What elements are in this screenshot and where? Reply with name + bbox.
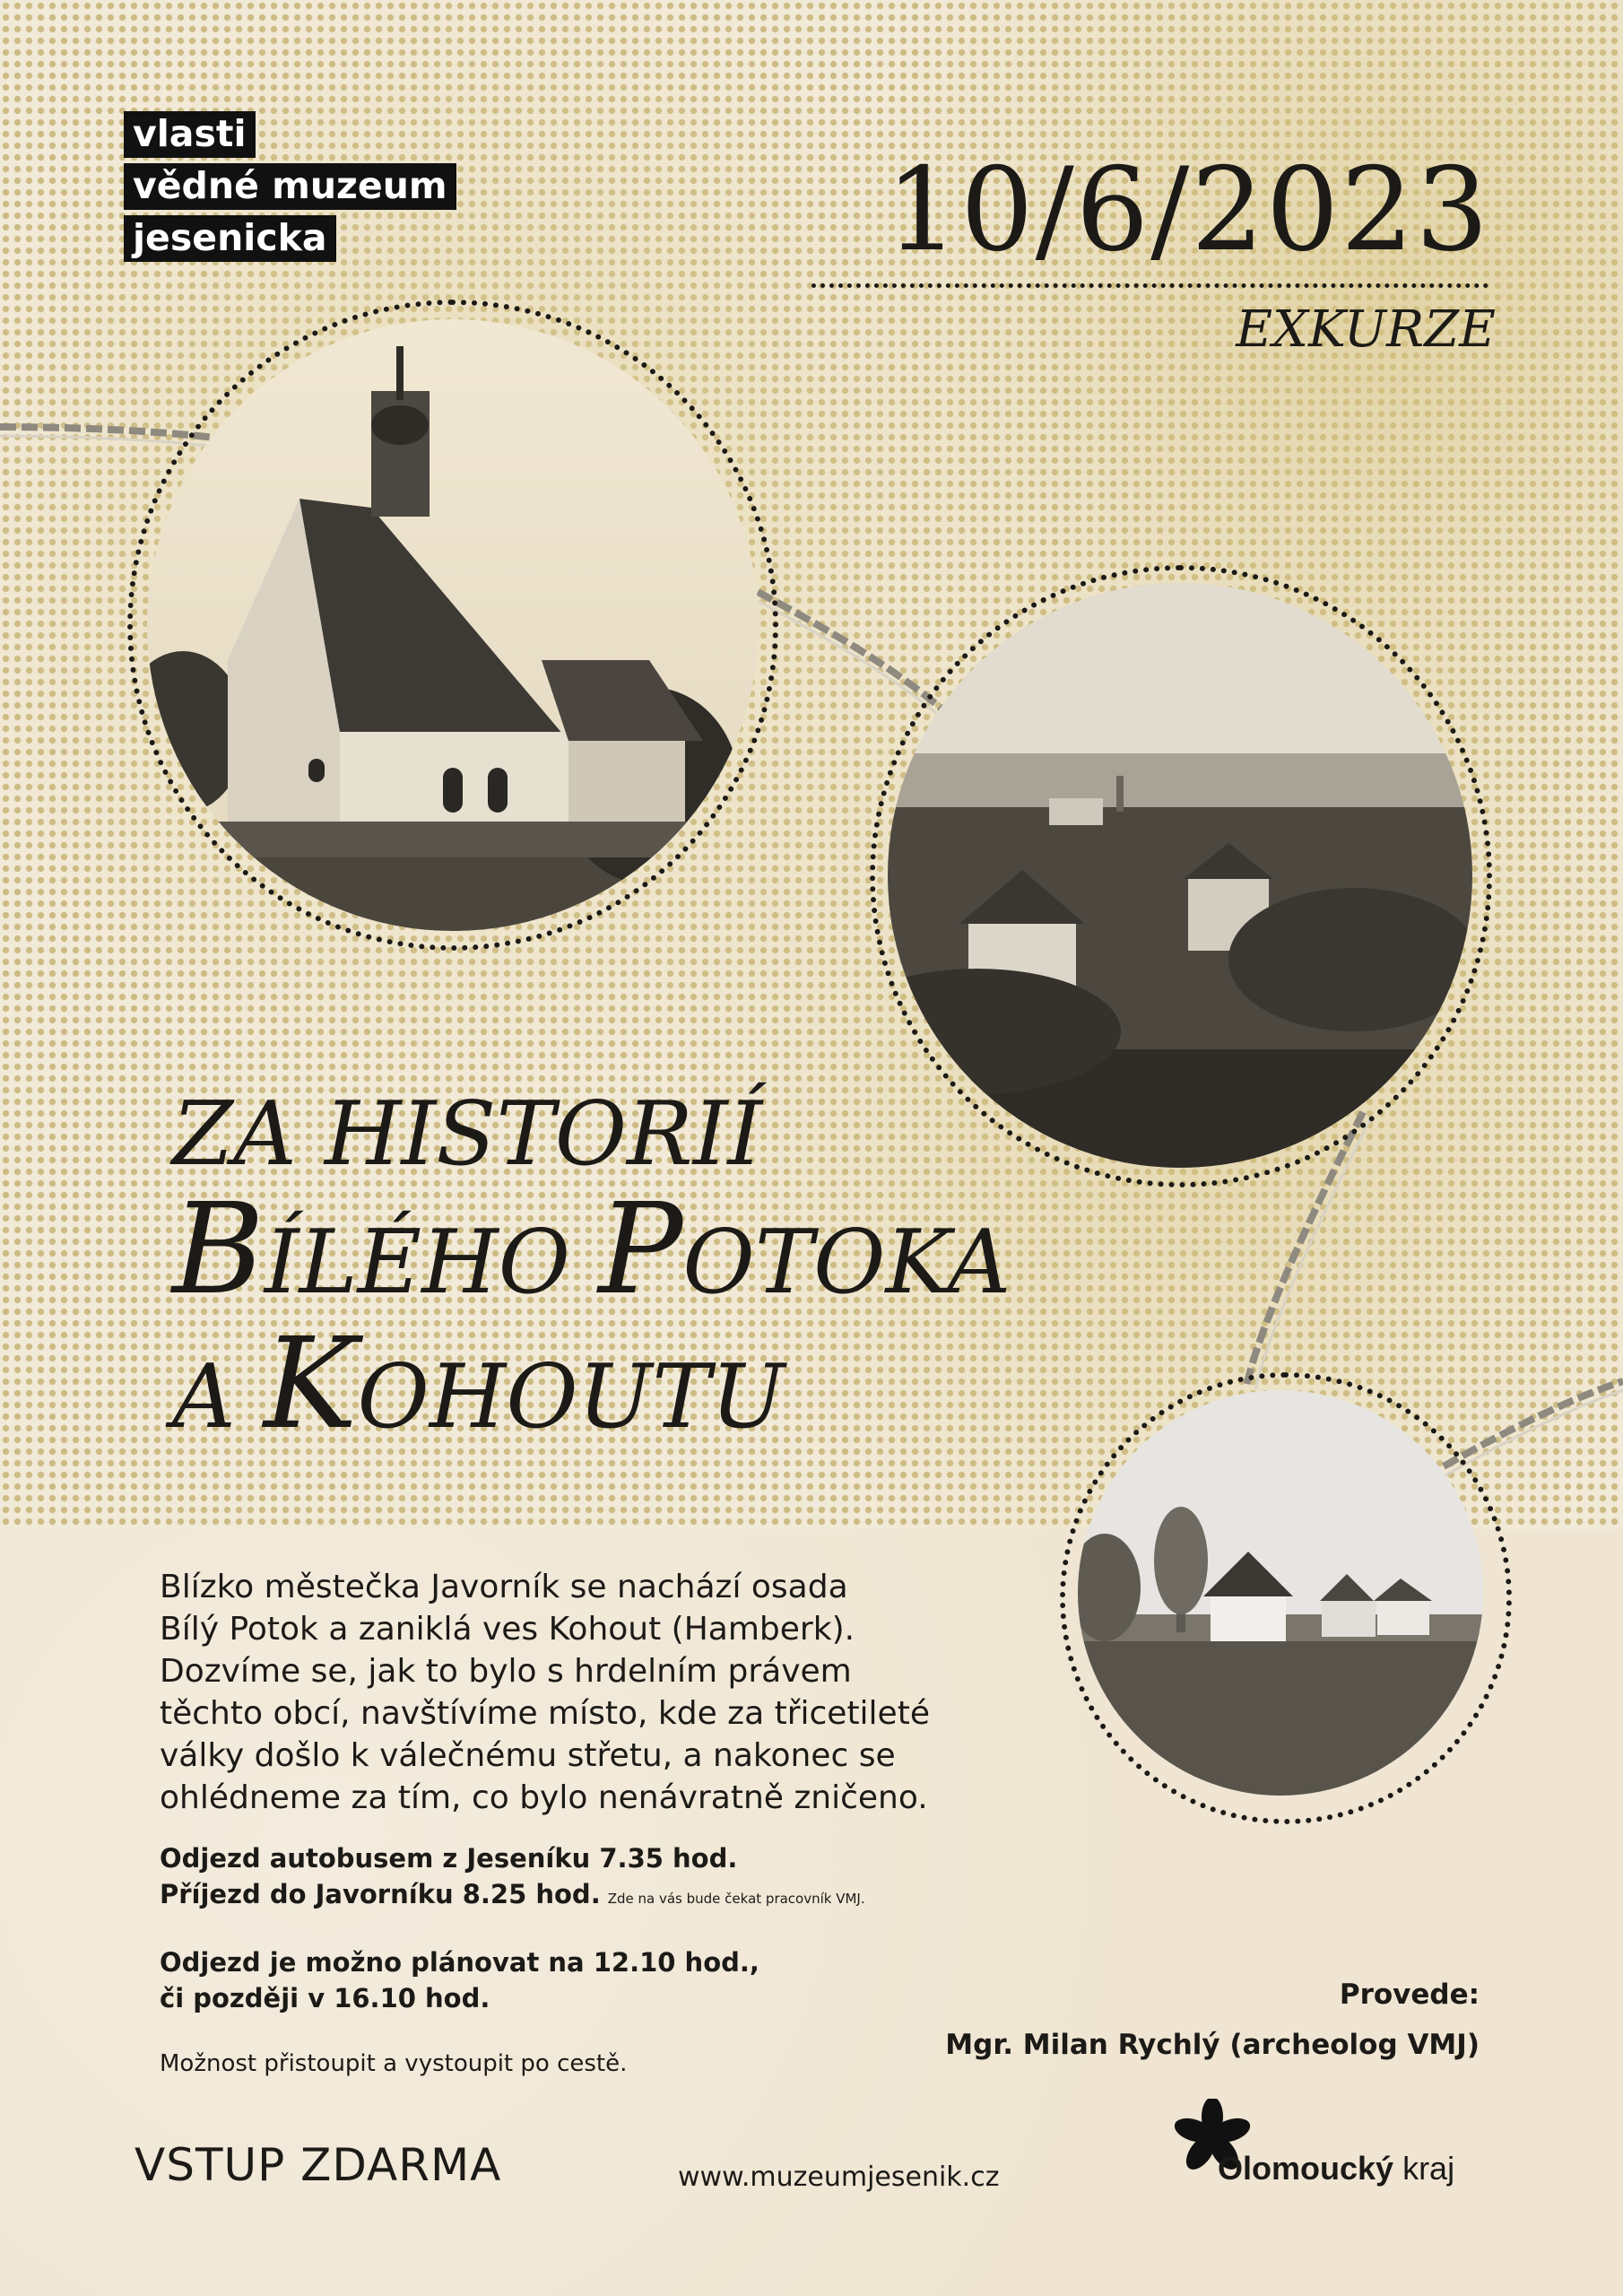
church-photo: [147, 319, 759, 931]
schedule-departure: Odjezd autobusem z Jeseníku 7.35 hod. Příjezd do Javorníku 8.25 hod. Zde na vás bude čekat pracovník VMJ.: [160, 1840, 865, 1917]
event-description: [160, 1566, 1038, 1819]
description-line: těchto obcí, navštívíme místo, kde za třicetileté: [160, 1695, 930, 1732]
free-entry-label: VSTUP ZDARMA: [135, 2139, 502, 2191]
olomoucky-kraj-logo[interactable]: [1150, 2099, 1472, 2197]
title-line-1: ZA HISTORIÍ: [172, 1083, 763, 1186]
museum-logo[interactable]: [124, 111, 456, 267]
sponsor-name: Olomoucký kraj: [1218, 2150, 1455, 2187]
description-line: ohlédneme za tím, co bylo nenávratně zničeno.: [160, 1779, 928, 1816]
event-title: [172, 1081, 1011, 1456]
guide-label: Provede:: [1339, 1979, 1480, 2011]
arrival-note: Zde na vás bude čekat pracovník VMJ.: [607, 1891, 865, 1907]
field-photo: [1078, 1390, 1483, 1796]
description-line: války došlo k válečnému střetu, a nakonec se: [160, 1737, 896, 1774]
description-line: Dozvíme se, jak to bylo s hrdelním právem: [160, 1653, 852, 1690]
description-line: Blízko městečka Javorník se nachází osada: [160, 1569, 848, 1605]
website-link[interactable]: www.muzeumjesenik.cz: [678, 2161, 1000, 2193]
date-divider: [812, 283, 1488, 288]
title-line-3: A KOHOUTU: [172, 1311, 785, 1457]
event-type: EXKURZE: [1236, 300, 1496, 359]
schedule-arrival: Příjezd do Javorníku 8.25 hod. Zde na vás bude čekat pracovník VMJ.: [160, 1879, 865, 1909]
title-line-2: BÍLÉHO POTOKA: [172, 1177, 1011, 1323]
logo-line-2: vědné muzeum: [124, 163, 456, 210]
schedule-return: Odjezd je možno plánovat na 12.10 hod., či později v 16.10 hod.: [160, 1947, 759, 2013]
guide-name: Mgr. Milan Rychlý (archeolog VMJ): [945, 2029, 1480, 2061]
guide-info: [945, 1970, 1480, 2070]
schedule-note: Možnost přistoupit a vystoupit po cestě.: [160, 2050, 628, 2077]
logo-line-3: jesenicka: [124, 215, 336, 262]
logo-line-1: vlasti: [124, 111, 256, 158]
description-line: Bílý Potok a zaniklá ves Kohout (Hamberk).: [160, 1611, 855, 1648]
event-date: 10/6/2023: [885, 144, 1490, 277]
